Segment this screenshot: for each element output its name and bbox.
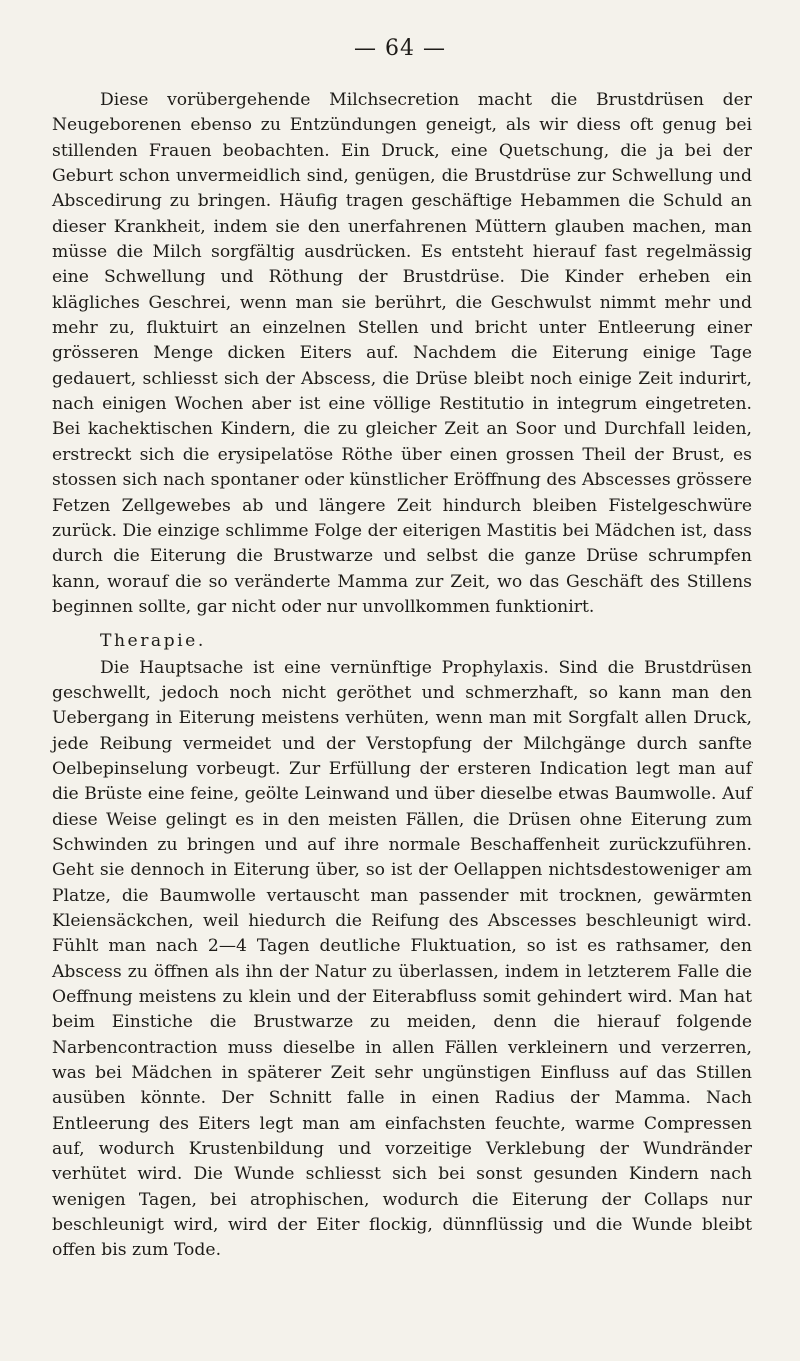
page-body <box>52 88 752 1264</box>
page-number: — 64 — <box>354 36 446 61</box>
section-heading-therapie: Therapie. <box>100 631 206 652</box>
paragraph-mastitis-description: Diese vorübergehende Milchsecretion macht die Brustdrüsen der Neugeborenen ebenso zu Entzündungen geneigt, als wir diess oft genug bei stillenden Frauen beobachten. Ein Druck, eine Quetschung, die ja bei der Geburt schon unvermeidlich sind, genügen, die Brustdrüse zur Schwellung und Abscedirung zu bringen. Häufig tragen geschäftige Hebammen die Schuld an dieser Krankheit, indem sie den unerfahrenen Müttern glauben machen, man müsse die Milch sorgfältig ausdrücken. Es entsteht hierauf fast regelmässig eine Schwellung und Röthung der Brustdrüse. Die Kinder erheben ein klägliches Geschrei, wenn man sie berührt, die Geschwulst nimmt mehr und mehr zu, fluktuirt an einzelnen Stellen und bricht unter Entleerung einer grösseren Menge dicken Eiters auf. Nachdem die Eiterung einige Tage gedauert, schliesst sich der Abscess, die Drüse bleibt noch einige Zeit indurirt, nach einigen Wochen aber ist eine völlige Restitutio in integrum eingetreten. Bei kachektischen Kindern, die zu gleicher Zeit an Soor und Durchfall leiden, erstreckt sich die erysipelatöse Röthe über einen grossen Theil der Brust, es stossen sich nach spontaner oder künstlicher Eröffnung des Abscesses grössere Fetzen Zellgewebes ab und längere Zeit hindurch bleiben Fistelgeschwüre zurück. Die einzige schlimme Folge der eiterigen Mastitis bei Mädchen ist, dass durch die Eiterung die Brustwarze und selbst die ganze Drüse schrumpfen kann, worauf die so veränderte Mamma zur Zeit, wo das Geschäft des Stillens beginnen sollte, gar nicht oder nur unvollkommen funktionirt. <box>52 90 752 617</box>
paragraph-therapie: Die Hauptsache ist eine vernünftige Prophylaxis. Sind die Brustdrüsen geschwellt, jedoch noch nicht geröthet und schmerzhaft, so kann man den Uebergang in Eiterung meistens verhüten, wenn man mit Sorgfalt allen Druck, jede Reibung vermeidet und der Verstopfung der Milchgänge durch sanfte Oelbepinselung vorbeugt. Zur Erfüllung der ersteren Indication legt man auf die Brüste eine feine, geölte Leinwand und über dieselbe etwas Baumwolle. Auf diese Weise gelingt es in den meisten Fällen, die Drüsen ohne Eiterung zum Schwinden zu bringen und auf ihre normale Beschaffenheit zurückzuführen. Geht sie dennoch in Eiterung über, so ist der Oellappen nichtsdestoweniger am Platze, die Baumwolle vertauscht man passender mit trocknen, gewärmten Kleiensäckchen, weil hiedurch die Reifung des Abscesses beschleunigt wird. Fühlt man nach 2—4 Tagen deutliche Fluktuation, so ist es rathsamer, den Abscess zu öffnen als ihn der Natur zu überlassen, indem in letzterem Falle die Oeffnung meistens zu klein und der Eiterabfluss somit gehindert wird. Man hat beim Einstiche die Brustwarze zu meiden, denn die hierauf folgende Narbencontraction muss dieselbe in allen Fällen verkleinern und verzerren, was bei Mädchen in späterer Zeit sehr ungünstigen Einfluss auf das Stillen ausüben könnte. Der Schnitt falle in einen Radius der Mamma. Nach Entleerung des Eiters legt man am einfachsten feuchte, warme Compressen auf, wodurch Krustenbildung und vorzeitige Verklebung der Wundränder verhütet wird. Die Wunde schliesst sich bei sonst gesunden Kindern nach wenigen Tagen, bei atrophischen, wodurch die Eiterung der Collaps nur beschleunigt wird, wird der Eiter flockig, dünnflüssig und die Wunde bleibt offen bis zum Tode. <box>52 657 752 1261</box>
